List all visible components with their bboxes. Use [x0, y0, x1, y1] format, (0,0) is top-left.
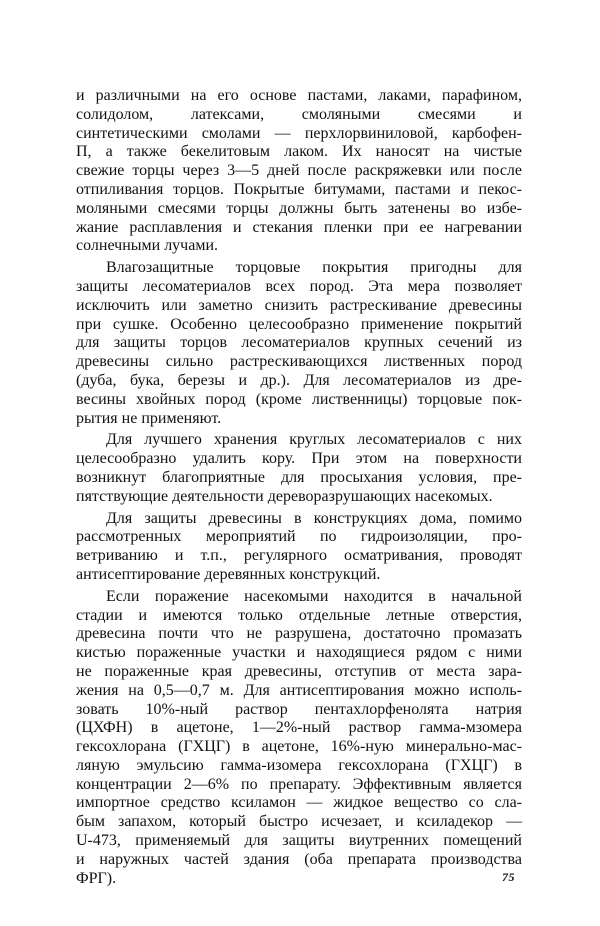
text-line: импортное средство ксиламон — жидкое вещество со сла- — [76, 794, 522, 812]
text-line: и различными на его основе пастами, лаками, парафином, — [76, 87, 522, 104]
text-line: жения на 0,5—0,7 м. Для антисептирования можно исполь- — [76, 681, 522, 699]
text-line: жание расплавления и стекания пленки при ее нагревании — [76, 218, 522, 236]
text-line: (дуба, бука, березы и др.). Для лесоматериалов из дре- — [76, 371, 522, 389]
text-line: антисептирование деревянных конструкций. — [76, 565, 381, 583]
text-line: защиты лесоматериалов всех пород. Эта мера позволяет — [76, 277, 522, 295]
paragraph-2-moisture-coatings — [76, 259, 522, 428]
text-line: ФРГ). — [76, 869, 117, 887]
text-line: Для лучшего хранения круглых лесоматериалов с них — [106, 431, 522, 449]
text-line: бым запахом, который быстро исчезает, и ксиладекор — — [76, 813, 522, 831]
text-line: солидолом, латексами, смоляными смесями и — [76, 105, 522, 123]
text-line: кистью пораженные участки и находящиеся рядом с ними — [76, 644, 522, 662]
text-line: U-473, применяемый для защиты виутренних помещений — [76, 832, 522, 850]
text-line: рытия не применяют. — [76, 409, 222, 427]
text-line: возникнут благоприятные для просыхания условия, пре- — [76, 468, 522, 486]
text-line: рассмотренных мероприятий по гидроизоляции, про- — [76, 528, 522, 546]
text-line: древесины сильно растрескивающихся лиственных пород — [76, 353, 522, 371]
page-number: 75 — [502, 870, 515, 884]
page-body-text — [76, 87, 522, 888]
text-line: не пораженные края древесины, отступив от места зара- — [76, 662, 522, 680]
text-line: (ЦХФН) в ацетоне, 1—2%-ный раствор гамма-мзомера — [76, 719, 522, 737]
text-line: для защиты торцов лесоматериалов крупных сечений из — [76, 334, 522, 352]
text-line: концентрации 2—6% по препарату. Эффективным является — [76, 775, 522, 793]
text-line: синтетическими смолами — перхлорвиниловой, карбофен- — [76, 124, 522, 142]
paragraph-1-coating-materials — [76, 87, 522, 256]
text-line: весины хвойных пород (кроме лиственницы) торцовые пок- — [76, 390, 522, 408]
text-line: ветриванию и т.п., регулярного осматривания, проводят — [76, 547, 522, 565]
text-line: Если поражение насекомыми находится в начальной — [106, 587, 522, 605]
text-line: ляную эмульсию гамма-изомера гексохлорана (ГХЦГ) в — [76, 756, 522, 774]
text-line: отпиливания торцов. Покрытые битумами, пастами и пекос- — [76, 180, 522, 198]
text-line: Для защиты древесины в конструкциях дома, помимо — [106, 509, 522, 527]
text-line: гексохлорана (ГХЦГ) в ацетоне, 16%-ную минерально-мас- — [76, 738, 522, 756]
paragraph-3-bark-removal — [76, 431, 522, 506]
text-line: стадии и имеются только отдельные летные отверстия, — [76, 606, 522, 624]
text-line: древесина почти что не разрушена, достаточно промазать — [76, 625, 522, 643]
paragraph-4-house-structures — [76, 510, 522, 585]
text-line: зовать 10%-ный раствор пентахлорфенолята натрия — [76, 700, 522, 718]
text-line: Влагозащитные торцовые покрытия пригодны для — [106, 259, 522, 277]
text-line: моляными смесями торцы должны быть затенены во избе- — [76, 199, 522, 217]
text-line: и наружных частей здания (оба препарата производства — [76, 850, 522, 868]
paragraph-5-insect-damage — [76, 588, 522, 889]
text-line: солнечными лучами. — [76, 237, 219, 255]
text-line: свежие торцы через 3—5 дней после раскряжевки или после — [76, 162, 522, 180]
text-line: исключить или заметно снизить растрескивание древесины — [76, 296, 522, 314]
text-line: при сушке. Особенно целесообразно применение покрытий — [76, 315, 522, 333]
text-line: П, а также бекелитовым лаком. Их наносят на чистые — [76, 143, 522, 161]
text-line: целесообразно удалить кору. При этом на поверхности — [76, 450, 522, 468]
text-line: пятствующие деятельности дереворазрушающих насекомых. — [76, 487, 493, 505]
